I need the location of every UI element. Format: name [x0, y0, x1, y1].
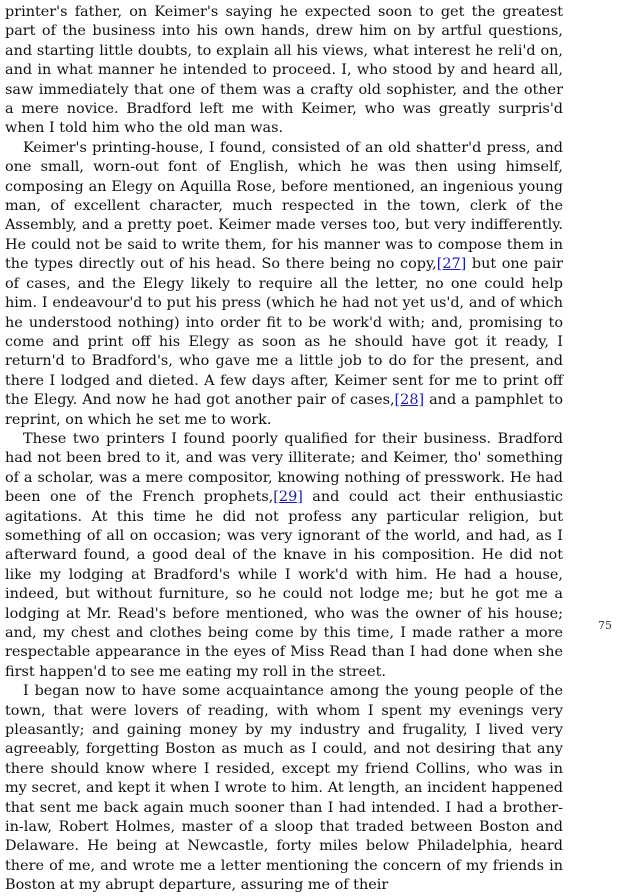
paragraph [5, 430, 563, 682]
document-page [5, 3, 563, 896]
paragraph-text: and a pamphlet to reprint, on which he set me to work. [5, 392, 563, 428]
paragraph-text: printer's father, on Keimer's saying he expected soon to get the greatest part of the business into his own hands, drew him on by artful questions, and starting little doubts, to explain all his views, what interest he reli'd on, and in what manner he intended to proceed. I, who stood by and heard all, saw immediately that one of them was a crafty old sophister, and the other a mere novice. Bradford left me with Keimer, who was greatly surpris'd when I told him who the old man was. [5, 4, 563, 137]
paragraph [5, 139, 563, 430]
paragraph-text: I began now to have some acquaintance among the young people of the town, that were lovers of reading, with whom I spent my evenings very pleasantly; and gaining money by my industry and frugality, I lived very agreeably, forgetting Boston as much as I could, and not desiring that any there should know where I resided, except my friend Collins, who was in my secret, and kept it when I wrote to him. At length, an incident happened that sent me back again much sooner than I had intended. I had a brother-in-law, Robert Holmes, master of a sloop that traded between Boston and Delaware. He being at Newcastle, forty miles below Philadelphia, heard there of me, and wrote me a letter mentioning the concern of my friends in Boston at my abrupt departure, assuring me of their [5, 683, 563, 894]
paragraph [5, 682, 563, 895]
footnote-link-28[interactable]: [28] [394, 392, 425, 409]
paragraph-text: These two printers I found poorly qualified for their business. Bradford had not been bred to it, and was very illiterate; and Keimer, tho' something of a scholar, was a mere compositor, knowing nothing of presswork. He had been one of the French prophets, [5, 430, 563, 506]
paragraph [5, 3, 563, 139]
page-number: 75 [598, 619, 612, 632]
paragraph-text: but one pair of cases, and the Elegy likely to require all the letter, no one could help him. I endeavour'd to put his press (which he had not yet us'd, and of which he understood nothing) into order fit to be work'd with; and, promising to come and print off his Elegy as soon as he should have got it ready, I return'd to Bradford's, who gave me a little job to do for the present, and there I lodged and dieted. A few days after, Keimer sent for me to print off the Elegy. And now he had got another pair of cases, [5, 256, 563, 409]
footnote-link-29[interactable]: [29] [273, 489, 303, 506]
footnote-link-27[interactable]: [27] [436, 256, 467, 273]
paragraph-text: Keimer's printing-house, I found, consisted of an old shatter'd press, and one small, worn-out font of English, which he was then using himself, composing an Elegy on Aquilla Rose, before mentioned, an ingenious young man, of excellent character, much respected in the town, clerk of the Assembly, and a pretty poet. Keimer made verses too, but very indifferently. He could not be said to write them, for his manner was to compose them in the types directly out of his head. So there being no copy, [5, 139, 563, 273]
paragraph-text: and could act their enthusiastic agitations. At this time he did not profess any particular religion, but something of all on occasion; was very ignorant of the world, and had, as I afterward found, a good deal of the knave in his composition. He did not like my lodging at Bradford's while I work'd with him. He had a house, indeed, but without furniture, so he could not lodge me; but he got me a lodging at Mr. Read's before mentioned, who was the owner of his house; and, my chest and clothes being come by this time, I made rather a more respectable appearance in the eyes of Miss Read than I had done when she first happen'd to see me eating my roll in the street. [5, 489, 563, 680]
